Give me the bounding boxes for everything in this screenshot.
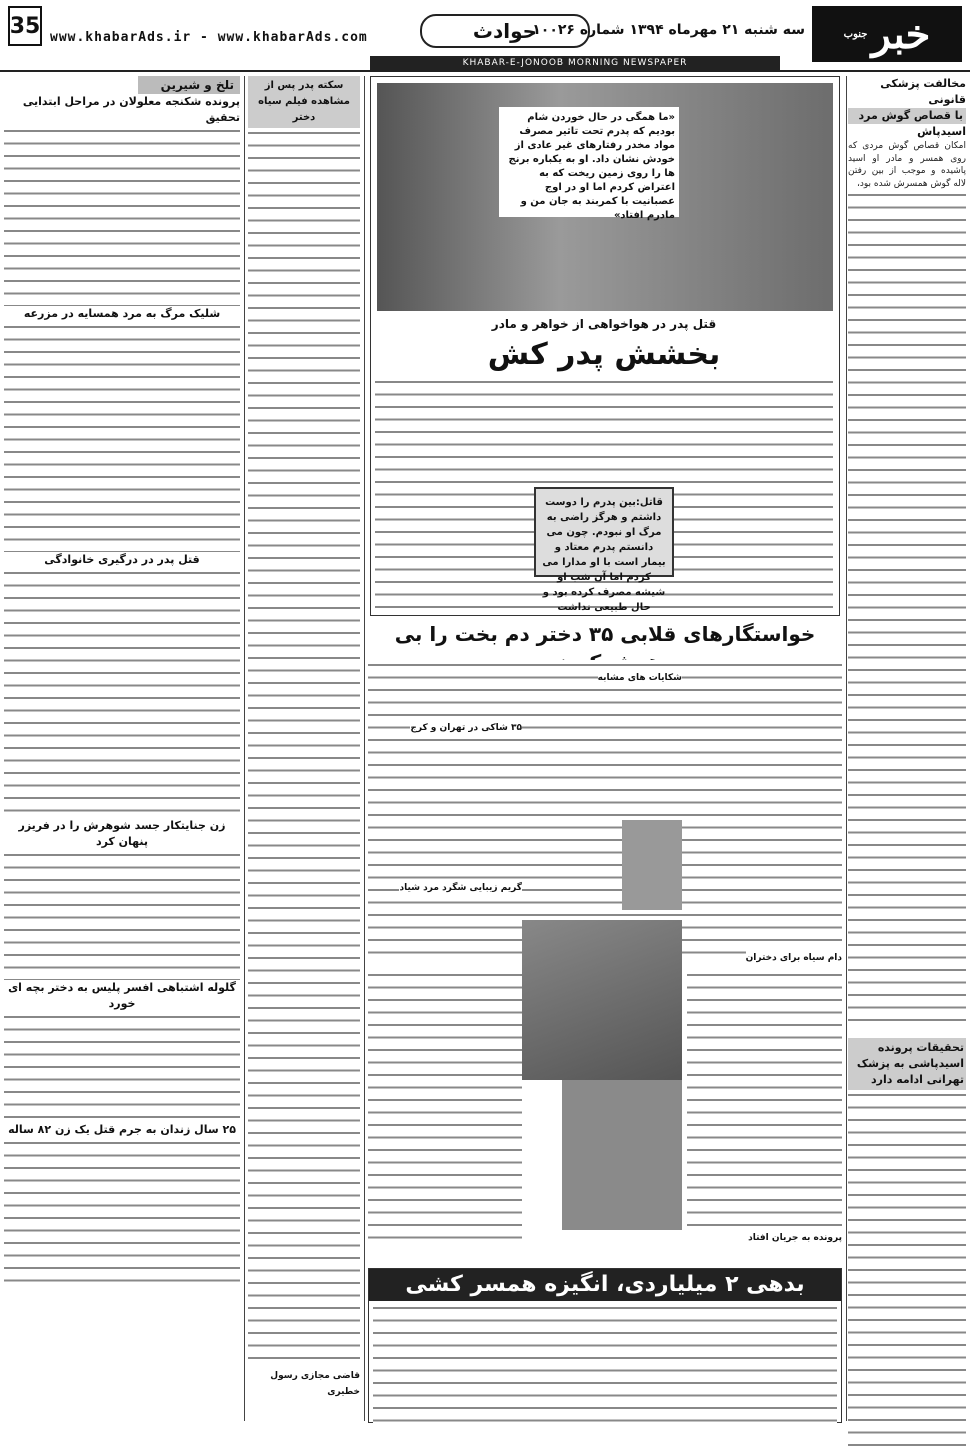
middle-story-body-3 [368, 970, 522, 1240]
left-headline-6: ۲۵ سال زندان به جرم قتل یک زن ۸۲ ساله [8, 1123, 236, 1136]
bottom-story-body [373, 1303, 837, 1423]
section-title: حوادث [420, 14, 590, 48]
feature-story [370, 76, 840, 616]
feature-photo-caption: «ما همگی در حال خوردن شام بودیم که پدرم تحت تاثیر مصرف مواد مخدر رفتارهای غیر عادی از خودش نشان داد. او به یکباره برنج ها را روی زمین ریخت که به اعتراض کردم اما او در اوج عصبانیت با کمربند به جان من و مادرم افتاد» [499, 107, 679, 217]
right-body-text-2 [848, 1090, 966, 1450]
left-body-3 [4, 568, 240, 818]
website-url: www.khabarAds.ir - www.khabarAds.com [50, 30, 368, 45]
suspect-photo-1 [622, 820, 682, 910]
left-headline-5: گلوله اشتباهی افسر پلیس به دختر بچه ای خورد [8, 981, 236, 1010]
left-body-2 [4, 322, 240, 552]
left-column [4, 76, 240, 1421]
logo-subtext: جنوب [843, 28, 868, 40]
right-body-text [848, 190, 966, 1030]
english-newspaper-name: KHABAR-E-JONOOB MORNING NEWSPAPER [370, 56, 780, 70]
feature-kicker: قتل پدر در هواخواهی از خواهر و مادر [491, 317, 717, 331]
middle-subhead-5: پرونده به جریان افتاد [748, 1233, 842, 1243]
feature-quote: قاتل:بین پدرم را دوست داشتم و هرگز راضی به مرگ او نبودم. چون می دانستم پدرم معتاد و بیمار است با او مدارا می کردم اما آن شب او شیشه مصرف کرده بود و حال طبیعی نداشت [534, 487, 674, 577]
middle-story [368, 620, 842, 1380]
masthead [0, 0, 970, 72]
middle-subhead-1: ۳۵ شاکی در تهران و کرج [410, 720, 522, 736]
middle-subhead-3: دام سیاه برای دختران [746, 950, 842, 966]
right-lead-text: امکان قصاص گوش مردی که روی همسر و مادر او اسید پاشیده و موجب از بین رفتن لاله گوش همسرش شده بود، [848, 141, 966, 189]
bottom-story [368, 1268, 842, 1423]
right-headline-2: با قصاص گوش مرد [848, 108, 966, 124]
bottom-story-title: بدهی ۲ میلیاردی، انگیزه همسر کشی [369, 1269, 841, 1301]
left-body-4 [4, 850, 240, 980]
page-number: 35 [8, 6, 42, 46]
third-column-body [248, 128, 360, 1368]
cctv-photo [522, 920, 682, 1080]
left-headline-3: قتل پدر در درگیری خانوادگی [44, 553, 200, 566]
left-body-6 [4, 1138, 240, 1288]
middle-story-title: خواستگارهای قلابی ۳۵ دختر دم بخت را بی [394, 622, 816, 646]
right-column [848, 76, 966, 1421]
feature-title: بخشش پدر کش [487, 337, 721, 372]
right-headline-1: مخالفت پزشکی قانونی [880, 77, 966, 106]
left-box-title: تلخ و شیرین [138, 76, 240, 94]
third-column-headline: سکته پدر پس از مشاهده فیلم سیاه دختر [248, 76, 360, 128]
right-headline-3: اسیدپاش [917, 125, 966, 138]
left-headline-2: شلیک مرگ به مرد همسایه در مزرعه [23, 307, 221, 320]
column-divider [846, 76, 847, 1421]
left-headline-1: پرونده شکنجه معلولان در مراحل ابتدایی تحقیق [22, 95, 240, 124]
left-body-5 [4, 1012, 240, 1122]
middle-subhead-2: گریم زیبایی شگرد مرد شیاد [399, 880, 522, 896]
dateline: سه شنبه ۲۱ مهرماه ۱۳۹۴ شماره ۱۰۰۲۶ [532, 22, 805, 38]
middle-subhead-4: شکایات های مشابه [598, 670, 682, 686]
column-divider [244, 76, 245, 1421]
third-column-byline: قاضی مجازی رسول خطیری [270, 1371, 360, 1397]
suspect-photo-2 [562, 1080, 682, 1230]
column-divider [364, 76, 365, 1421]
left-headline-4: زن جنایتکار جسد شوهرش را در فریزر پنهان کرد [18, 819, 226, 848]
left-body-1 [4, 126, 240, 306]
middle-story-body [368, 660, 842, 960]
third-column [248, 76, 360, 1421]
newspaper-logo [812, 6, 962, 62]
logo-text: خبر [871, 10, 931, 58]
middle-story-body-2 [687, 970, 842, 1230]
right-headline-4: تحقیقات پرونده اسیدپاشی به پزشک تهرانی ادامه دارد [848, 1038, 966, 1090]
